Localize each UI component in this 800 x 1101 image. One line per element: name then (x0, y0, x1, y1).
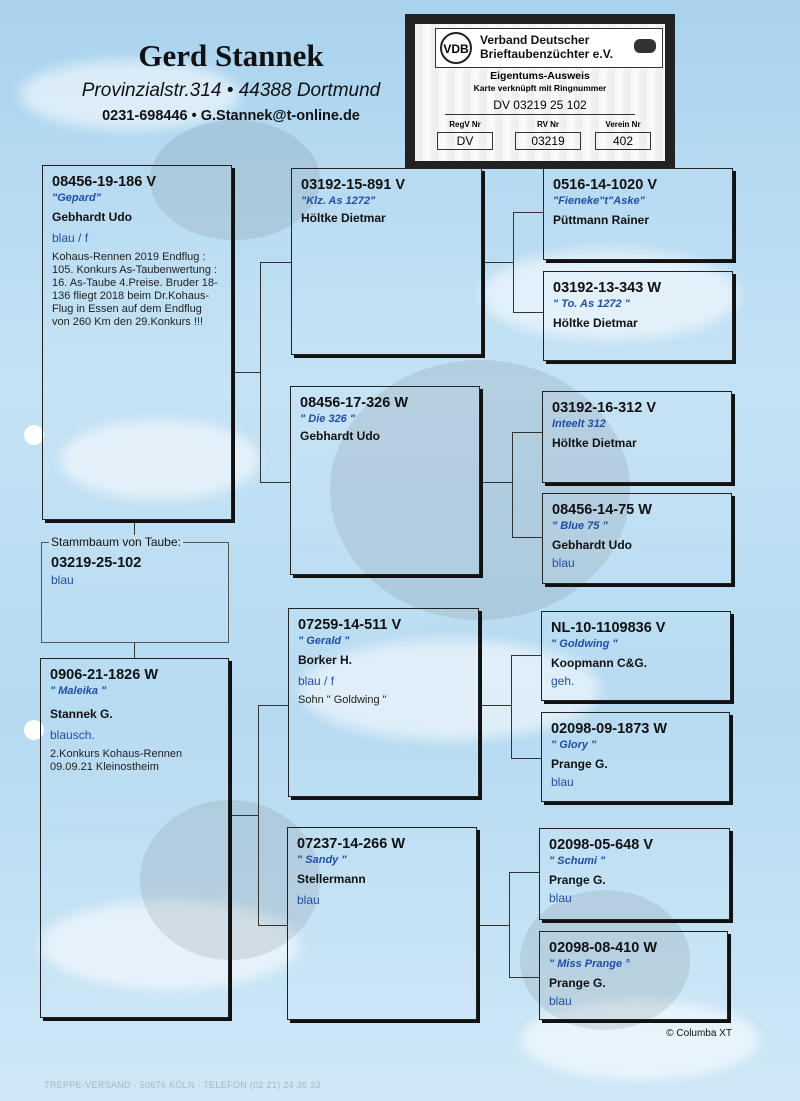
owner-name: Püttmann Rainer (553, 213, 650, 227)
bird-name: " Maleika " (50, 685, 107, 697)
color-label: blau (551, 775, 574, 789)
ring-number: 02098-08-410 W (549, 940, 658, 956)
bird-name: Inteelt 312 (552, 418, 606, 430)
bird-name: " To. As 1272 " (553, 298, 630, 310)
printer-footer: TREPPE-VERSAND · 50676 KÖLN · TELEFON (02 21) 24 36 33 (44, 1080, 321, 1090)
great-grandparent-card[interactable] (541, 712, 730, 802)
bird-name: "Klz. As 1272" (301, 195, 376, 207)
grandparent-card[interactable] (291, 168, 482, 355)
owner-name: Borker H. (298, 653, 353, 667)
ring-number: 08456-19-186 V (52, 174, 156, 190)
ring-number: 08456-17-326 W (300, 395, 409, 411)
owner-name: Koopmann C&G. (551, 656, 647, 670)
bird-name: " Miss Prange ° (549, 958, 630, 970)
association-logo-icon: VDB (440, 32, 472, 64)
certificate-ring-number: DV 03219 25 102 (445, 96, 635, 115)
owner-name: Prange G. (549, 873, 606, 887)
breeder-contact: 0231-698446 • G.Stannek@t-online.de (102, 108, 360, 124)
connector-line (260, 482, 291, 483)
pedigree-caption: Stammbaum von Taube: (51, 535, 181, 549)
ring-number: 08456-14-75 W (552, 502, 652, 518)
owner-name: Höltke Dietmar (553, 316, 638, 330)
color-label: blau / f (298, 674, 335, 688)
connector-line (258, 925, 288, 926)
grandparent-card[interactable] (287, 827, 477, 1020)
certificate-rv: RV Nr 03219 (515, 120, 581, 150)
certificate-subtitle: Karte verknüpft mit Ringnummer (473, 83, 607, 93)
great-grandparent-card[interactable] (542, 391, 732, 483)
connector-line (509, 872, 510, 977)
ring-number: 07259-14-511 V (298, 617, 402, 633)
owner-name: Prange G. (551, 757, 608, 771)
color-label: blau (552, 556, 575, 570)
color-label: blau (297, 893, 320, 907)
owner-name: Höltke Dietmar (552, 436, 637, 450)
owner-name: Stellermann (297, 872, 366, 886)
connector-line (511, 655, 512, 758)
dam-card[interactable] (40, 658, 229, 1018)
connector-line (513, 312, 543, 313)
color-label: blausch. (50, 728, 95, 742)
performance-notes: 2.Konkurs Kohaus-Rennen 09.09.21 Kleinostheim (50, 748, 183, 773)
owner-name: Gebhardt Udo (552, 538, 632, 552)
great-grandparent-card[interactable] (539, 931, 728, 1020)
connector-line (512, 432, 542, 433)
ring-number: 0516-14-1020 V (553, 177, 657, 193)
association-name: Verband Deutscher Brieftaubenzüchter e.V. (480, 33, 613, 61)
bird-name: " Sandy " (297, 854, 347, 866)
connector-line (511, 758, 541, 759)
great-grandparent-card[interactable] (543, 168, 733, 260)
owner-name: Gebhardt Udo (300, 429, 380, 443)
color-label: blau (51, 573, 74, 587)
bird-name: " Blue 75 " (552, 520, 608, 532)
owner-name: Höltke Dietmar (301, 211, 386, 225)
connector-line (477, 925, 509, 926)
motorbike-icon (634, 39, 656, 53)
connector-line (482, 262, 513, 263)
connector-line (134, 643, 135, 658)
color-label: geh. (551, 674, 575, 688)
sire-card[interactable] (42, 165, 232, 520)
great-grandparent-card[interactable] (539, 828, 730, 920)
ring-number: 02098-05-648 V (549, 837, 653, 853)
ring-number: 0906-21-1826 W (50, 667, 159, 683)
ownership-certificate (405, 14, 675, 169)
subject-card[interactable] (41, 542, 229, 643)
ring-number: 03192-15-891 V (301, 177, 405, 193)
grandparent-card[interactable] (290, 386, 480, 575)
great-grandparent-card[interactable] (543, 271, 733, 361)
bird-name: " Glory " (551, 739, 597, 751)
connector-line (512, 432, 513, 537)
breeder-header (58, 38, 404, 124)
connector-line (479, 705, 511, 706)
ring-number: 03192-13-343 W (553, 280, 662, 296)
ring-number: NL-10-1109836 V (551, 620, 666, 636)
color-label: blau (549, 994, 572, 1008)
performance-notes: Kohaus-Rennen 2019 Endflug : 105. Konkurs As-Taubenwertung : 16. As-Taube 4.Preise. Bruder 18-136 fliegt 2018 beim Dr.Kohaus-Flug in Essen auf dem Endflug von 260 Km den 29.Konkurs !!! (52, 251, 218, 328)
connector-line (229, 815, 258, 816)
connector-line (511, 655, 541, 656)
performance-notes: Sohn " Goldwing " (298, 694, 387, 706)
connector-line (512, 537, 542, 538)
ring-number: 03192-16-312 V (552, 400, 656, 416)
owner-name: Prange G. (549, 976, 606, 990)
bird-name: " Schumi " (549, 855, 606, 867)
connector-line (509, 872, 539, 873)
bird-name: " Goldwing " (551, 638, 618, 650)
connector-line (260, 262, 261, 482)
certificate-title: Eigentums-Ausweis (490, 70, 590, 82)
grandparent-card[interactable] (288, 608, 479, 797)
connector-line (480, 482, 512, 483)
breeder-address: Provinzialstr.314 • 44388 Dortmund (81, 80, 381, 101)
ring-number: 07237-14-266 W (297, 836, 406, 852)
color-label: blau (549, 891, 572, 905)
punch-hole (24, 425, 44, 445)
certificate-regv: RegV Nr DV (437, 120, 493, 150)
certificate-verein: Verein Nr 402 (595, 120, 651, 150)
copyright-note: © Columba XT (666, 1028, 732, 1039)
connector-line (513, 212, 543, 213)
color-label: blau / f (52, 231, 89, 245)
connector-line (258, 705, 288, 706)
connector-line (260, 262, 291, 263)
bird-name: " Gerald " (298, 635, 350, 647)
breeder-name: Gerd Stannek (138, 38, 324, 73)
great-grandparent-card[interactable] (542, 493, 732, 584)
connector-line (232, 372, 260, 373)
ring-number: 02098-09-1873 W (551, 721, 668, 737)
connector-line (258, 705, 259, 925)
owner-name: Gebhardt Udo (52, 210, 132, 224)
ring-number: 03219-25-102 (51, 555, 142, 571)
connector-line (509, 977, 539, 978)
great-grandparent-card[interactable] (541, 611, 731, 701)
owner-name: Stannek G. (50, 707, 113, 721)
connector-line (513, 212, 514, 312)
bird-name: "Fieneke"t"Aske" (553, 195, 645, 207)
bird-name: "Gepard" (52, 192, 101, 204)
bird-name: " Die 326 " (300, 413, 356, 425)
